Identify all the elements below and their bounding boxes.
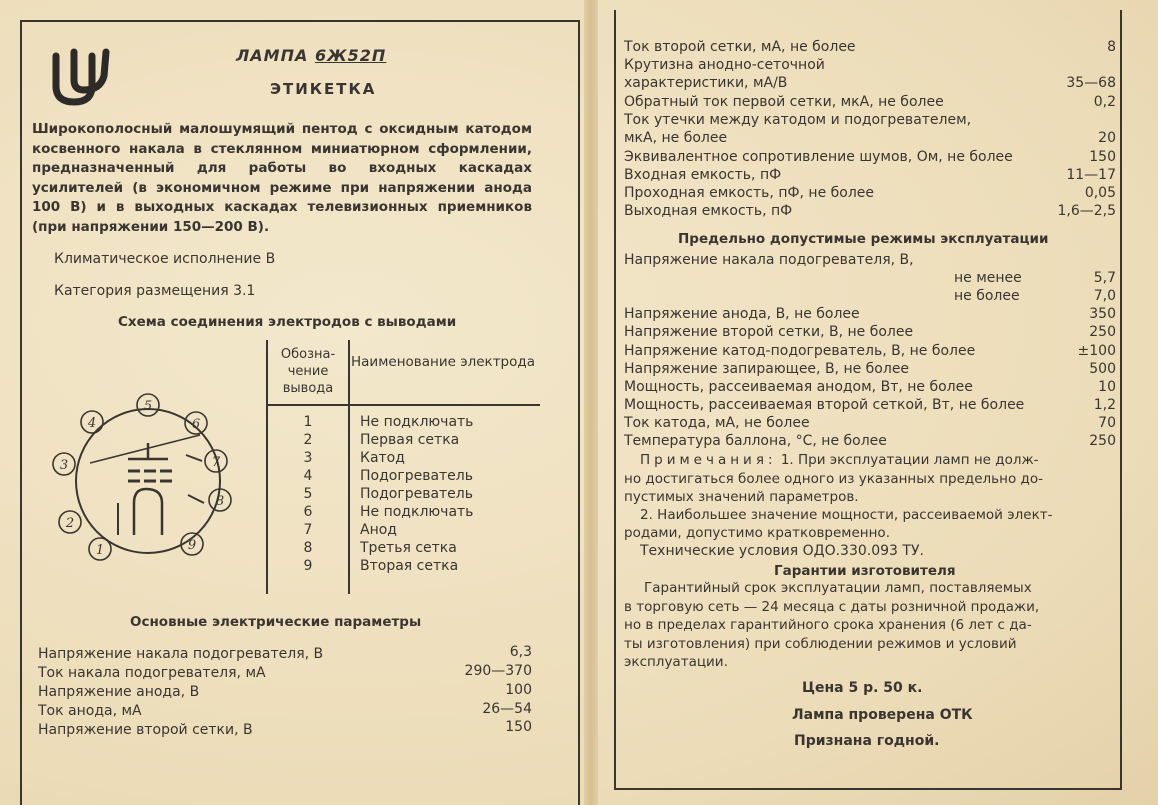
param-value: 10 <box>1098 379 1116 395</box>
pin-electrode: Вторая сетка <box>360 558 459 574</box>
pin-electrode: Катод <box>360 450 405 466</box>
title-prefix: ЛАМПА <box>236 46 315 65</box>
pin-table <box>266 340 540 594</box>
param-label: характеристики, мА/В <box>624 75 788 91</box>
param-value: 35—68 <box>1066 75 1116 91</box>
param-label: Мощность, рассеиваемая второй сеткой, Вт, не более <box>624 397 1025 413</box>
table-border <box>348 340 350 594</box>
param-value: 500 <box>1089 361 1116 377</box>
param-label: Напряжение второй сетки, В <box>38 722 253 738</box>
pin-number: 7 <box>303 522 313 538</box>
pin-electrode: Не подключать <box>360 504 474 520</box>
param-value: 1,2 <box>1093 397 1116 413</box>
basic-params-heading: Основные электрические параметры <box>130 614 422 630</box>
accepted-text: Признана годной. <box>794 733 940 749</box>
diagram-pin-6: 6 <box>191 417 201 432</box>
pin-number: 1 <box>303 414 313 430</box>
electrode-column-header: Наименование электрода <box>351 354 535 370</box>
pin-number: 6 <box>303 504 313 520</box>
note-text: 2. Наибольшее значение мощности, рассеиваемой элект- <box>640 507 1053 523</box>
pin-number: 4 <box>303 468 313 484</box>
page-title <box>236 46 386 65</box>
pin-electrode: Подогреватель <box>360 468 473 484</box>
param-label: не менее <box>954 270 1022 286</box>
param-value: 250 <box>1089 324 1116 340</box>
param-label: Ток второй сетки, мА, не более <box>624 39 856 55</box>
pin-number: 8 <box>303 540 313 556</box>
warranty-text: но в пределах гарантийного срока хранения (6 лет с да- <box>624 617 1032 633</box>
climate-text: Климатическое исполнение В <box>54 251 276 267</box>
warranty-text: Гарантийный срок эксплуатации ламп, поставляемых <box>644 580 1032 596</box>
page-subtitle: ЭТИКЕТКА <box>270 80 377 98</box>
param-value: 150 <box>505 719 532 735</box>
param-value: 20 <box>1098 130 1116 146</box>
param-label: Напряжение накала подогревателя, В, <box>624 252 914 268</box>
param-label: Входная емкость, пФ <box>624 167 782 183</box>
pin-electrode: Анод <box>360 522 397 538</box>
diagram-pin-2: 2 <box>65 516 75 531</box>
param-value: 5,7 <box>1093 270 1116 286</box>
tube-base-diagram <box>50 385 246 569</box>
pin-schema-heading: Схема соединения электродов с выводами <box>118 314 457 330</box>
title-model: 6Ж52П <box>314 46 387 65</box>
pin-number: 9 <box>303 558 313 574</box>
spec-text: Технические условия ОДО.330.093 ТУ. <box>640 543 924 559</box>
note-text: 1. При эксплуатации ламп не долж- <box>780 452 1039 468</box>
pin-number: 3 <box>303 450 313 466</box>
note-text: но достигаться более одного из указанных предельно до- <box>624 471 1043 487</box>
notes-label: Примечания: <box>640 452 777 468</box>
param-value: 11—17 <box>1066 167 1116 183</box>
param-value: 70 <box>1098 415 1116 431</box>
pin-column-header: Обозна-чение вывода <box>280 347 336 396</box>
param-label: Обратный ток первой сетки, мкА, не более <box>624 94 944 110</box>
param-label: Крутизна анодно-сеточной <box>624 57 825 73</box>
warranty-text: в торговую сеть — 24 месяца с даты розничной продажи, <box>624 599 1040 615</box>
param-label: Мощность, рассеиваемая анодом, Вт, не более <box>624 379 973 395</box>
warranty-heading: Гарантии изготовителя <box>774 563 956 579</box>
param-value: 0,05 <box>1084 185 1116 201</box>
pin-electrode: Подогреватель <box>360 486 473 502</box>
diagram-pin-7: 7 <box>211 455 221 470</box>
param-value: 8 <box>1107 39 1116 55</box>
param-value: 350 <box>1089 306 1116 322</box>
note-1 <box>640 452 1039 468</box>
description-text: Широкополосный малошумящий пентод с оксидным катодом косвенного накала в стеклянном миниатюрном сформлении, предназначенный для работы во входных каскадах усилителей (в экономичном режиме при напряжении анода 100 В) и в выходных каскадах телевизионных приемников (при напряжении 150—200 В). <box>32 121 532 235</box>
pin-number: 2 <box>303 432 313 448</box>
note-text: родами, допустимо кратковременно. <box>624 525 890 541</box>
diagram-pin-5: 5 <box>143 399 153 414</box>
limits-heading: Предельно допустимые режимы эксплуатации <box>678 231 1049 247</box>
pin-electrode: Первая сетка <box>360 432 460 448</box>
param-label: Напряжение катод-подогреватель, В, не более <box>624 343 976 359</box>
warranty-text: эксплуатации. <box>624 654 728 670</box>
param-value: 26—54 <box>482 701 532 717</box>
param-value: 0,2 <box>1093 94 1116 110</box>
otk-checked-text: Лампа проверена ОТК <box>792 707 973 723</box>
pin-electrode: Третья сетка <box>360 540 457 556</box>
param-value: 290—370 <box>464 663 532 679</box>
param-label: Напряжение накала подогревателя, В <box>38 646 324 662</box>
param-label: Выходная емкость, пФ <box>624 203 793 219</box>
param-label: мкА, не более <box>624 130 728 146</box>
diagram-pin-8: 8 <box>215 494 225 509</box>
param-value: 1,6—2,5 <box>1057 203 1116 219</box>
pin-electrode: Не подключать <box>360 414 474 430</box>
table-border <box>266 404 540 406</box>
note-text: пустимых значений параметров. <box>624 489 859 505</box>
page-fold <box>584 0 598 805</box>
param-label: Температура баллона, °С, не более <box>624 433 887 449</box>
param-label: Ток анода, мА <box>38 703 142 719</box>
diagram-pin-4: 4 <box>87 416 97 431</box>
param-value: 7,0 <box>1093 288 1116 304</box>
param-label: Напряжение второй сетки, В, не более <box>624 324 914 340</box>
param-label: Напряжение анода, В, не более <box>624 306 860 322</box>
placement-text: Категория размещения 3.1 <box>54 283 256 299</box>
param-value: 100 <box>505 682 532 698</box>
param-label: Напряжение запирающее, В, не более <box>624 361 910 377</box>
param-label: Ток катода, мА, не более <box>624 415 810 431</box>
diagram-pin-9: 9 <box>187 538 197 553</box>
param-label: Эквивалентное сопротивление шумов, Ом, не более <box>624 149 1013 165</box>
diagram-pin-3: 3 <box>59 458 69 473</box>
manufacturer-logo-icon <box>48 46 112 108</box>
param-label: Проходная емкость, пФ, не более <box>624 185 875 201</box>
pin-number: 5 <box>303 486 313 502</box>
param-label: не более <box>954 288 1020 304</box>
param-value: 6,3 <box>509 644 532 660</box>
param-label: Ток накала подогревателя, мА <box>38 665 266 681</box>
warranty-text: ты изготовления) при соблюдении режимов и условий <box>624 636 1017 652</box>
param-label: Ток утечки между катодом и подогревателем, <box>624 112 972 128</box>
param-label: Напряжение анода, В <box>38 684 200 700</box>
param-value: 150 <box>1089 149 1116 165</box>
param-value: 250 <box>1089 433 1116 449</box>
diagram-pin-1: 1 <box>95 543 105 558</box>
param-value: ±100 <box>1077 343 1116 359</box>
price-text: Цена 5 р. 50 к. <box>802 680 923 696</box>
